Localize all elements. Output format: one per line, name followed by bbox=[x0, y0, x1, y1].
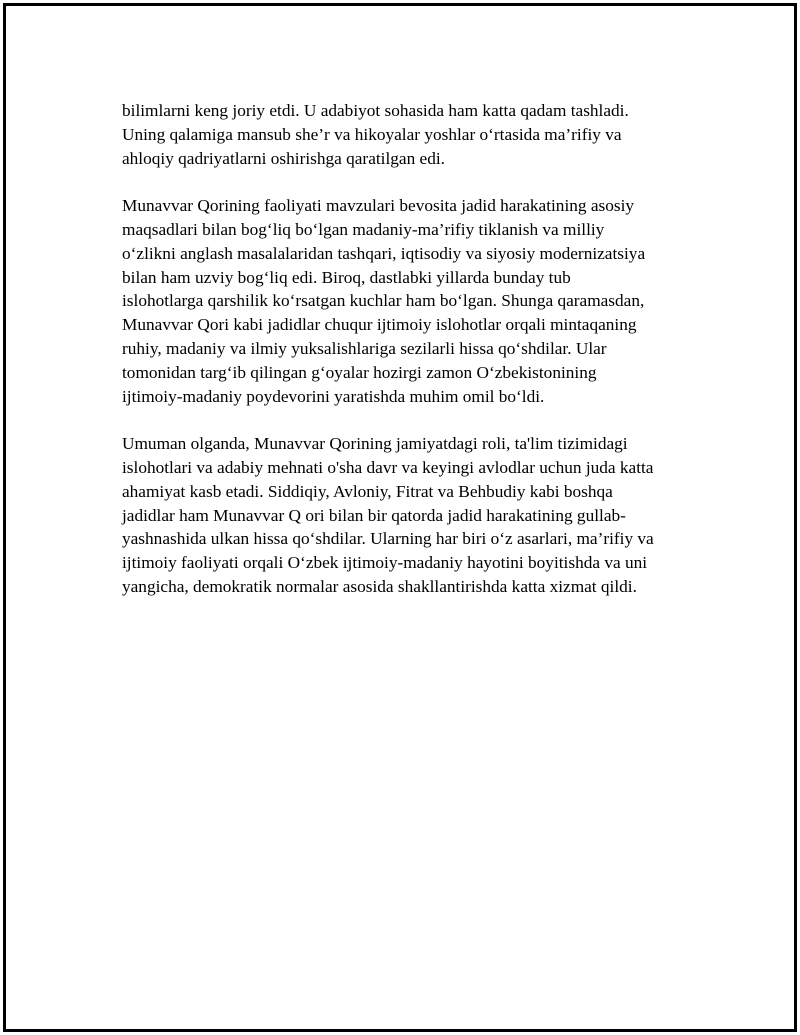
text-line: bilan ham uzviy bog‘liq edi. Biroq, dastlabki yillarda bunday tub bbox=[122, 267, 571, 287]
text-line: Munavvar Qorining faoliyati mavzulari bevosita jadid harakatining asosiy bbox=[122, 196, 635, 216]
text-line: Umuman olganda, Munavvar Qorining jamiyatdagi roli, ta'lim tizimidagi bbox=[122, 434, 628, 454]
text-line: islohotlarga qarshilik ko‘rsatgan kuchlar ham bo‘lgan. Shunga qaramasdan, bbox=[122, 291, 645, 311]
text-line: tomonidan targ‘ib qilingan g‘oyalar hozirgi zamon O‘zbekistonining bbox=[122, 362, 597, 382]
paragraph-3 bbox=[122, 432, 672, 599]
text-line: jadidlar ham Munavvar Q ori bilan bir qatorda jadid harakatining gullab- bbox=[122, 505, 626, 525]
text-line: bilimlarni keng joriy etdi. U adabiyot sohasida ham katta qadam tashladi. bbox=[122, 101, 629, 120]
text-line: ahloqiy qadriyatlarni oshirishga qaratilgan edi. bbox=[122, 148, 445, 168]
text-line: yashnashida ulkan hissa qo‘shdilar. Ularning har biri o‘z asarlari, ma’rifiy va bbox=[122, 529, 654, 549]
text-line: Munavvar Qori kabi jadidlar chuqur ijtimoiy islohotlar orqali mintaqaning bbox=[122, 315, 637, 335]
text-line: o‘zlikni anglash masalalaridan tashqari, iqtisodiy va siyosiy modernizatsiya bbox=[122, 243, 646, 263]
text-line: ruhiy, madaniy va ilmiy yuksalishlariga sezilarli hissa qo‘shdilar. Ular bbox=[122, 338, 607, 358]
text-line: yangicha, demokratik normalar asosida shakllantirishda katta xizmat qildi. bbox=[122, 576, 637, 596]
paragraph-2 bbox=[122, 194, 672, 408]
text-line: Uning qalamiga mansub she’r va hikoyalar yoshlar o‘rtasida ma’rifiy va bbox=[122, 124, 622, 144]
text-line: ahamiyat kasb etadi. Siddiqiy, Avloniy, Fitrat va Behbudiy kabi boshqa bbox=[122, 481, 613, 501]
paragraph-1 bbox=[122, 99, 672, 170]
page-frame bbox=[3, 3, 797, 1032]
text-line: maqsadlari bilan bog‘liq bo‘lgan madaniy-ma’rifiy tiklanish va milliy bbox=[122, 219, 605, 239]
document-body bbox=[122, 99, 672, 623]
text-line: islohotlari va adabiy mehnati o'sha davr va keyingi avlodlar uchun juda katta bbox=[122, 457, 654, 477]
text-line: ijtimoiy faoliyati orqali O‘zbek ijtimoiy-madaniy hayotini boyitishda va uni bbox=[122, 553, 648, 573]
text-line: ijtimoiy-madaniy poydevorini yaratishda muhim omil bo‘ldi. bbox=[122, 386, 545, 406]
